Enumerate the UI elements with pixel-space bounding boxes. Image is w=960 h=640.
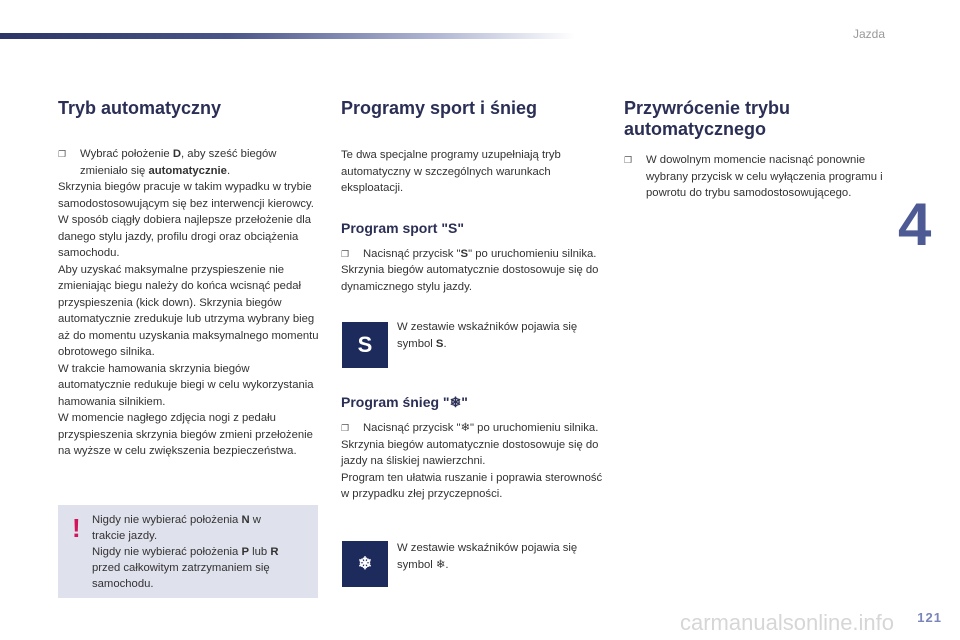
column-sport-snow — [341, 98, 603, 295]
section-snow — [341, 393, 603, 503]
snowflake-icon: ❄ — [435, 559, 446, 571]
paragraph-snow-2: Program ten ułatwia ruszanie i poprawia sterowność w przypadku złej przyczepności. — [341, 471, 603, 500]
paragraph-snow-1: Skrzynia biegów automatycznie dostosowuje się do jazdy na śliskiej nawierzchni. — [341, 438, 599, 467]
paragraph-braking: W trakcie hamowania skrzynia biegów automatycznie redukuje biegi w celu wykorzystania hamowania silnikiem. — [58, 362, 314, 408]
bullet-press-s: ❐ Nacisnąć przycisk "S" po uruchomieniu silnika. — [341, 246, 603, 263]
page-number: 121 — [917, 610, 942, 625]
bullet-press-snow: ❐ Nacisnąć przycisk "❄" po uruchomieniu silnika. — [341, 420, 603, 437]
section-label: Jazda — [852, 27, 885, 41]
paragraph-kick-down: Aby uzyskać maksymalne przyspieszenie nie zmieniając biegu należy do końca wcisnąć pedał przyspieszenia (kick down). Skrzynia biegów automatycznie zredukuje lub utrzyma wybrany bieg aż do momentu uzyskania maksymalnego momentu obrotowego silnika. — [58, 263, 319, 358]
column-automatic-mode — [58, 98, 320, 460]
checkbox-bullet-icon: ❐ — [341, 248, 350, 259]
heading-automatic-mode: Tryb automatyczny — [58, 98, 222, 118]
sport-indicator-text: W zestawie wskaźników pojawia się symbol S. — [397, 321, 578, 350]
paragraph-foot-off: W momencie nagłego zdjęcia nogi z pedału przyspieszenia skrzynia biegów zmieni przełożenie na wyższe w celu zwiększenia bezpieczeństwa. — [58, 412, 313, 457]
warning-exclamation-icon: ! — [72, 513, 81, 543]
heading-restore: Przywrócenie trybu automatycznego — [624, 98, 791, 139]
warning-text: Nigdy nie wybierać położenia N w trakcie jazdy. Nigdy nie wybierać położenia P lub R przed całkowitym zatrzymaniem się samochodu. — [92, 514, 279, 590]
warning-box — [58, 505, 318, 598]
chapter-number: 4 — [898, 191, 932, 258]
checkbox-bullet-icon: ❐ — [624, 155, 633, 165]
header-gradient-bar — [0, 33, 575, 39]
bullet-select-d: ❐ Wybrać położenie D, aby sześć biegów zmieniało się automatycznie. — [58, 148, 277, 177]
snowflake-icon: ❄ — [460, 422, 471, 434]
sport-indicator-icon: S — [342, 322, 388, 368]
checkbox-bullet-icon: ❐ — [341, 423, 350, 433]
heading-snow: Program śnieg "❄" — [341, 394, 468, 410]
paragraph-sport: Skrzynia biegów automatycznie dostosowuje się do dynamicznego stylu jazdy. — [341, 264, 599, 293]
watermark: carmanualsonline.info — [680, 610, 895, 635]
snow-indicator-text: W zestawie wskaźników pojawia się symbol ❄. — [397, 542, 578, 571]
paragraph-self-adapting: Skrzynia biegów pracuje w takim wypadku w trybie samodostosowującym się bez interwencji kierowcy. W sposób ciągły dobiera najlepsze przełożenie dla danego stylu jazdy, profilu drogi oraz obciążenia samochodu. — [58, 181, 314, 259]
snowflake-icon: ❄ — [449, 394, 462, 410]
heading-programs: Programy sport i śnieg — [341, 98, 538, 118]
paragraph-programs-intro: Te dwa specjalne programy uzupełniają tryb automatyczny w szczególnych warunkach eksploatacji. — [341, 149, 561, 194]
column-restore-auto — [624, 98, 884, 202]
bullet-restore: ❐ W dowolnym momencie nacisnąć ponownie wybrany przycisk w celu wyłączenia programu i powrotu do trybu samodostosowującego. — [624, 154, 883, 199]
snow-indicator-icon: ❄ — [342, 541, 388, 587]
checkbox-bullet-icon: ❐ — [58, 149, 67, 159]
heading-sport: Program sport "S" — [341, 219, 464, 236]
